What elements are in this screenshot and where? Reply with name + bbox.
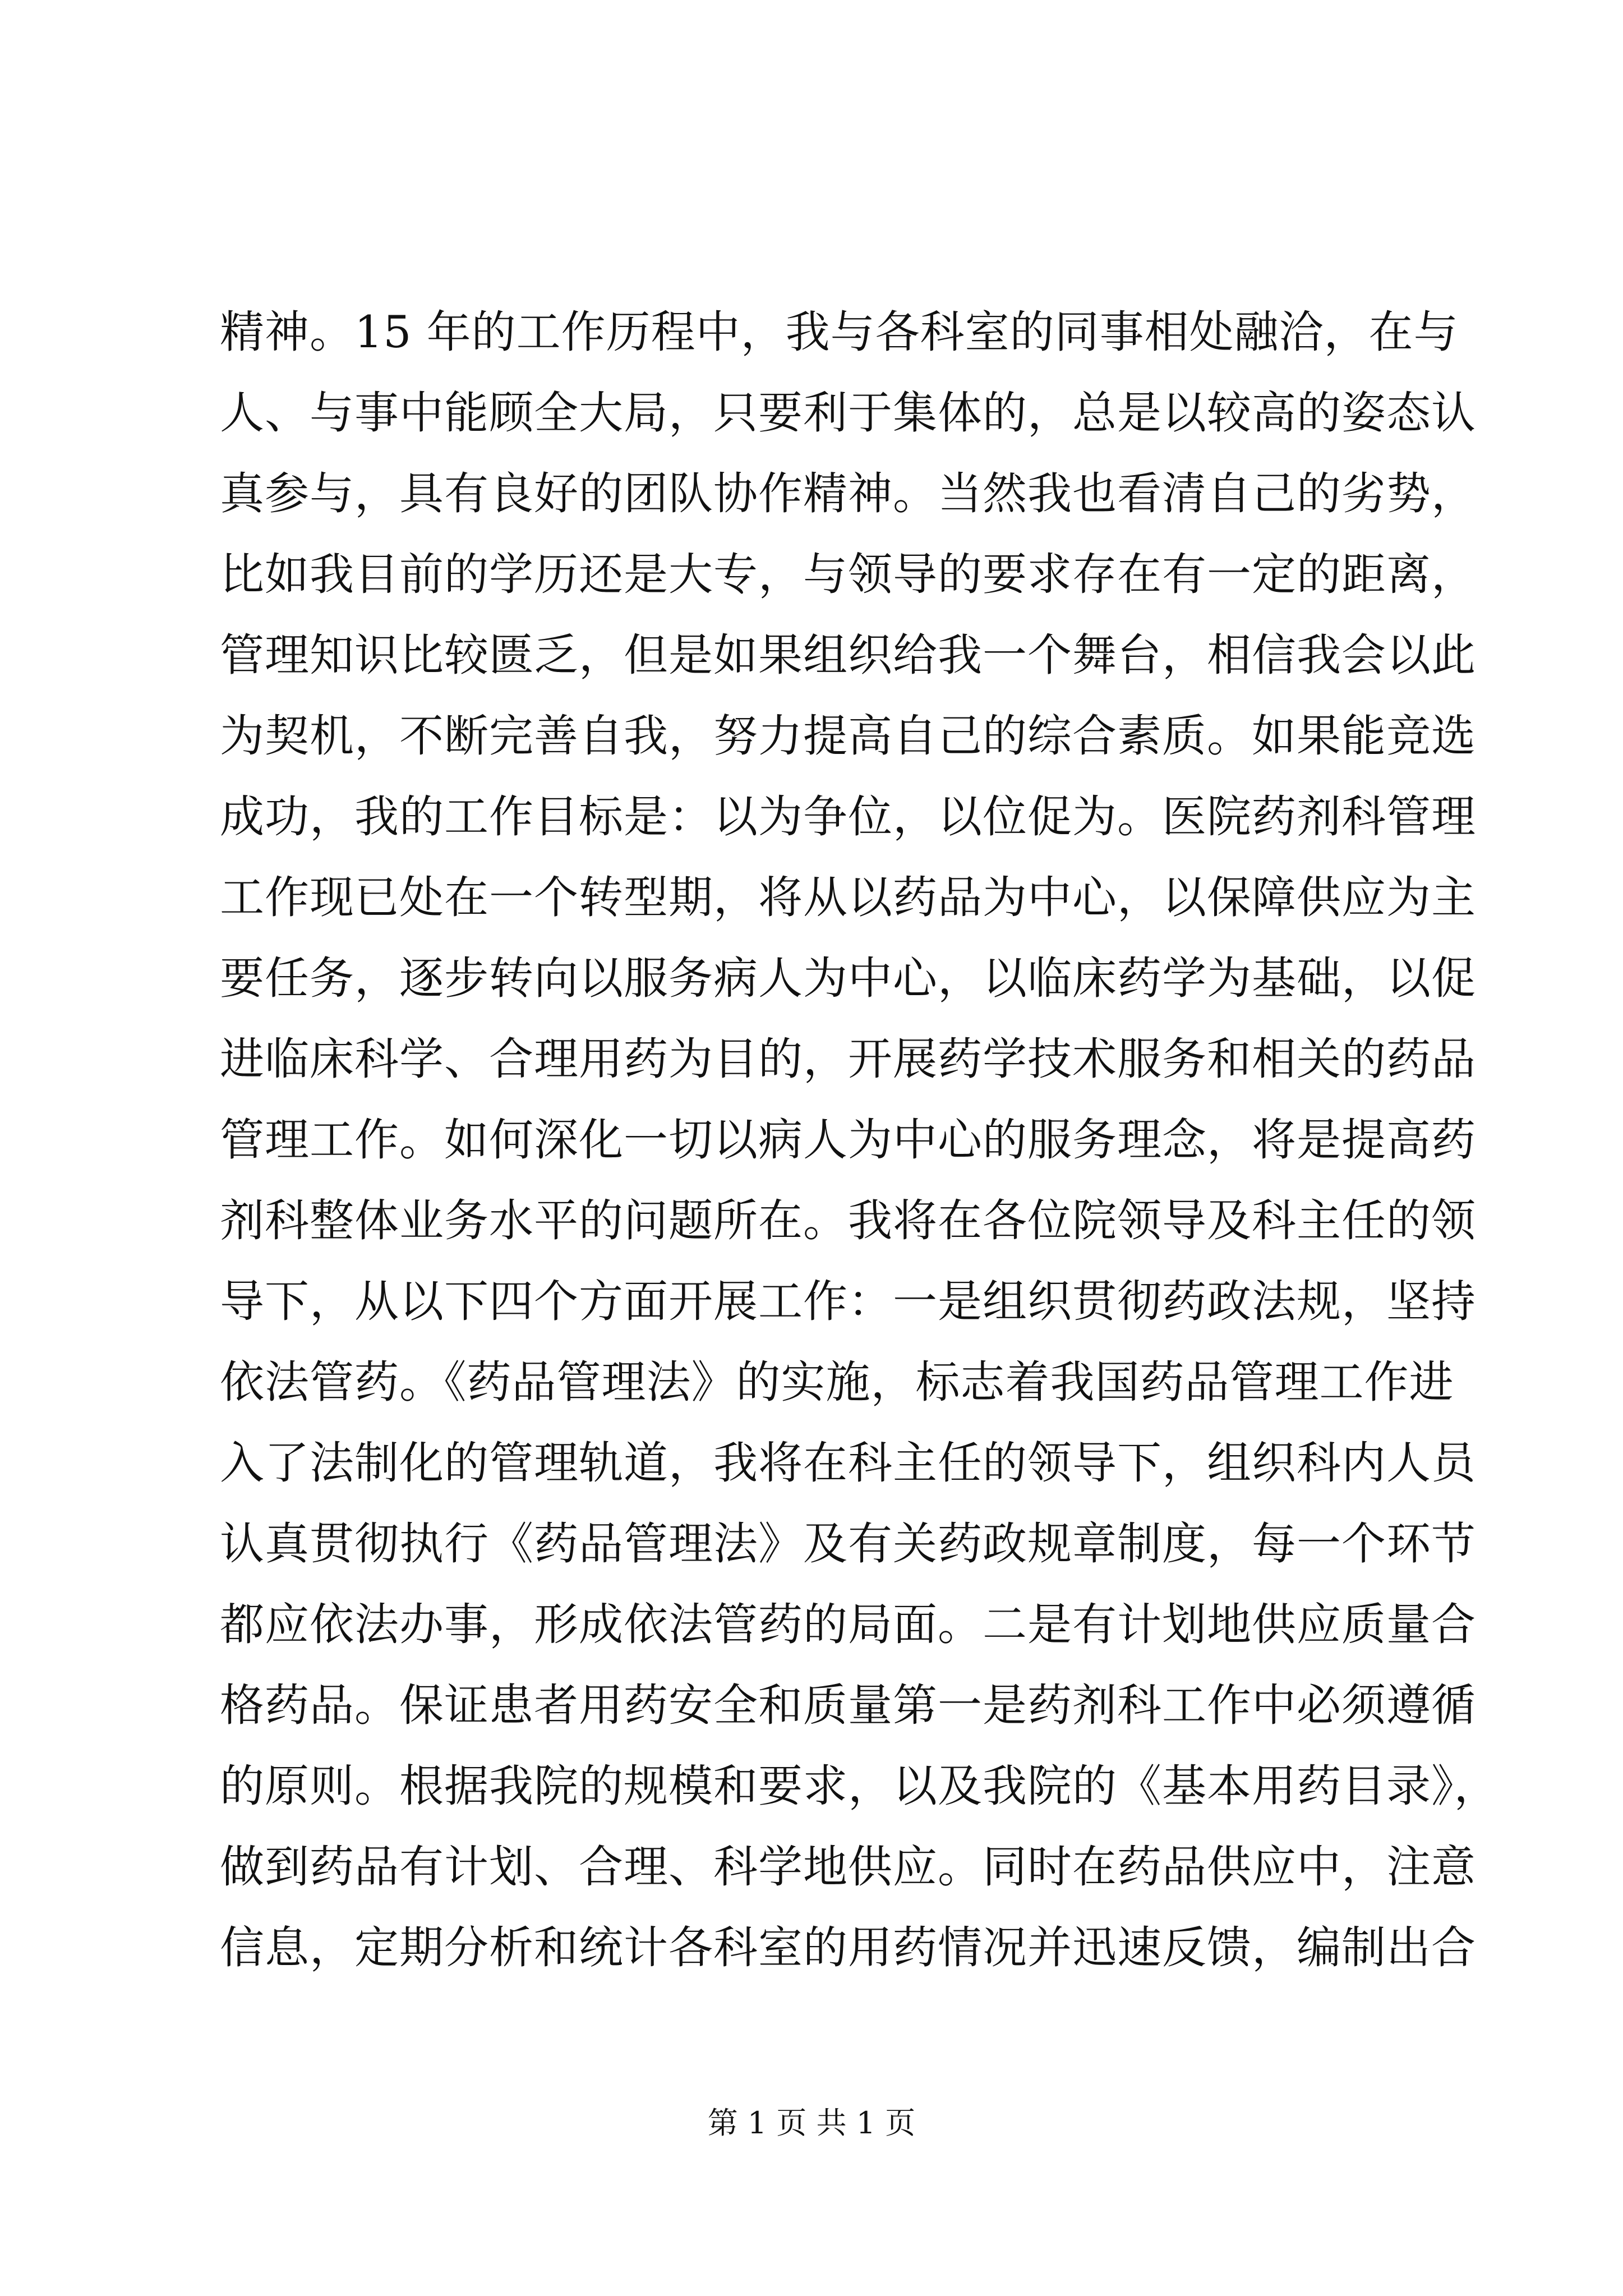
text-line: 认真贯彻执行《药品管理法》及有关药政规章制度，每一个环节 [220,1518,1476,1570]
body-text [220,292,1499,1988]
text-line: 工作现已处在一个转型期，将从以药品为中心，以保障供应为主 [220,872,1476,923]
text-line: 管理工作。如何深化一切以病人为中心的服务理念，将是提高药 [220,1114,1476,1166]
text-line: 依法管药。《药品管理法》的实施，标志着我国药品管理工作进 [220,1356,1454,1408]
text-line: 导下，从以下四个方面开展工作：一是组织贯彻药政法规，坚持 [220,1276,1476,1327]
text-line: 格药品。保证患者用药安全和质量第一是药剂科工作中必须遵循 [220,1680,1476,1731]
text-line: 比如我目前的学历还是大专，与领导的要求存在有一定的距离， [220,549,1476,600]
text-line: 为契机，不断完善自我，努力提高自己的综合素质。如果能竞选 [220,710,1476,762]
text-line: 都应依法办事，形成依法管药的局面。二是有计划地供应质量合 [220,1599,1476,1650]
text-line: 的原则。根据我院的规模和要求，以及我院的《基本用药目录》， [220,1760,1499,1812]
text-line: 精神。15 年的工作历程中，我与各科室的同事相处融洽，在与 [220,306,1459,358]
text-line: 真参与，具有良好的团队协作精神。当然我也看清自己的劣势， [220,468,1476,519]
text-line: 成功，我的工作目标是：以为争位，以位促为。医院药剂科管理 [220,791,1476,843]
text-line: 人、与事中能顾全大局，只要利于集体的，总是以较高的姿态认 [220,387,1476,439]
text-line: 进临床科学、合理用药为目的，开展药学技术服务和相关的药品 [220,1033,1476,1085]
text-line: 管理知识比较匮乏，但是如果组织给我一个舞台，相信我会以此 [220,629,1476,681]
text-line: 剂科整体业务水平的问题所在。我将在各位院领导及科主任的领 [220,1195,1476,1246]
text-line: 做到药品有计划、合理、科学地供应。同时在药品供应中，注意 [220,1841,1476,1893]
text-line: 要任务，逐步转向以服务病人为中心，以临床药学为基础，以促 [220,953,1476,1004]
text-line: 入了法制化的管理轨道，我将在科主任的领导下，组织科内人员 [220,1437,1476,1489]
page-number-footer: 第 1 页 共 1 页 [707,2105,916,2141]
text-line: 信息，定期分析和统计各科室的用药情况并迅速反馈，编制出合 [220,1922,1476,1973]
